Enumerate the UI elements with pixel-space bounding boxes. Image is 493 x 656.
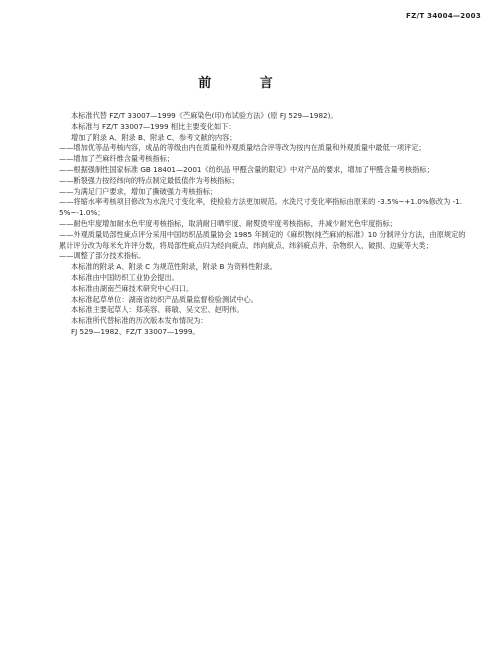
paragraph: ——增加优等品考核内容，成品的等级由内在质量和外观质量结合评等改为按内在质量和外观质量中最低一项评定； — [59, 143, 426, 153]
paragraph: 本标准由中国纺织工业协会提出。 — [71, 272, 179, 282]
paragraph: 本标准起草单位：湖南省纺织产品质量监督检验测试中心。 — [71, 294, 258, 304]
paragraph: FJ 529—1982、FZ/T 33007—1999。 — [71, 326, 200, 336]
paragraph: ——将缩水率考核项目修改为水洗尺寸变化率，使检验方法更加规范。水洗尺寸变化率指标由原来的 -3.5%~+1.0%修改为 -1.5%~-1.0%； — [59, 197, 462, 218]
page-title: 前 言 — [198, 76, 295, 91]
standard-code: FZ/T 34004—2003 — [406, 12, 481, 20]
paragraph: ——增加了苎麻纤维含量考核指标； — [59, 154, 175, 164]
paragraph: ——外观质量局部性疵点评分采用中国纺织品质量协会 1985 年制定的《麻织物(纯苎麻)的标准》10 分制评分方法，由原规定的累计评分改为每米允许评分数，将局部性疵点归为经向疵点、纬向疵点、纬斜疵点并、杂物织入、破损、边疵等大类； — [59, 229, 466, 250]
paragraph: ——耐色牢度增加耐水色牢度考核指标，取消耐日晒牢度、耐熨烫牢度考核指标，并减少耐光色牢度指标； — [59, 218, 397, 228]
paragraph: ——调整了部分技术指标。 — [59, 251, 146, 261]
paragraph: ——为满足门户要求，增加了撕破强力考核指标； — [59, 186, 218, 196]
paragraph: 本标准主要起草人：郑美容、蒋敏、吴文宏、赵明伟。 — [71, 305, 244, 315]
document-body — [53, 111, 468, 338]
paragraph: 本标准代替 FZ/T 33007—1999《苎麻染色(印)布试验方法》(原 FJ 529—1982)。 — [71, 111, 338, 120]
paragraph: 本标准的附录 A、附录 C 为规范性附录，附录 B 为资料性附录。 — [71, 262, 277, 272]
paragraph: 本标准由湖南苎麻技术研究中心归口。 — [71, 283, 194, 293]
paragraph: ——断裂强力按经纬向的特点制定最低值作为考核指标； — [59, 175, 239, 185]
paragraph: 本标准所代替标准的历次版本发布情况为： — [71, 316, 208, 326]
paragraph: ——根据强制性国家标准 GB 18401—2001《纺织品 甲醛含量的限定》中对产品的要求，增加了甲醛含量考核指标； — [59, 164, 434, 174]
paragraph: 本标准与 FZ/T 33007—1999 相比主要变化如下： — [71, 121, 236, 131]
paragraph: 增加了附录 A、附录 B、附录 C、参考文献的内容； — [71, 132, 237, 142]
